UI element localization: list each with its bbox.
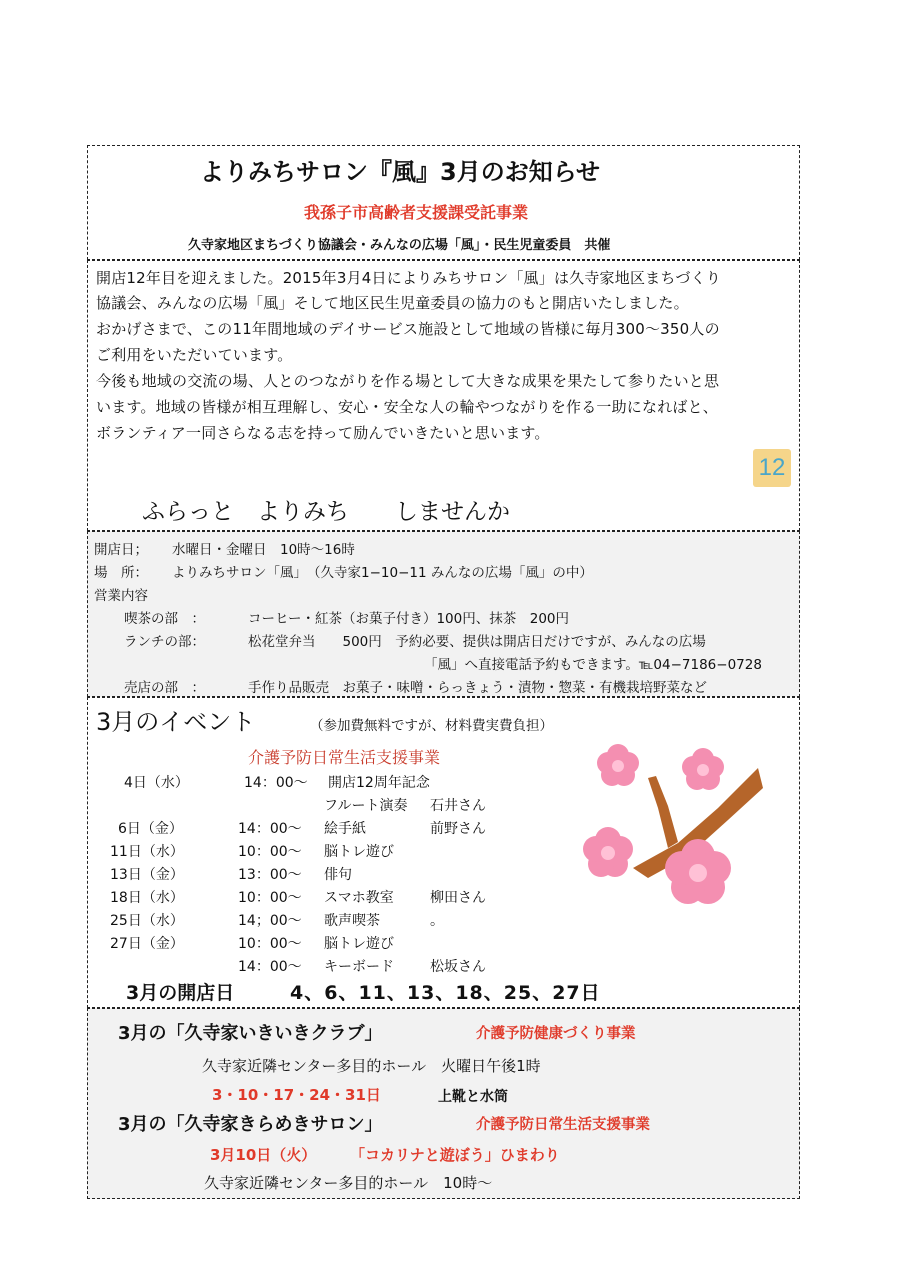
- ikiiki-title: 3月の「久寺家いきいきクラブ」: [118, 1023, 383, 1044]
- event-time: 14：00～: [238, 959, 302, 975]
- branch-twig: [648, 776, 678, 848]
- business-label: 営業内容: [94, 588, 148, 604]
- shop: 手作り品販売 お菓子・味噌・らっきょう・漬物・惣菜・有機栽培野菜など: [248, 680, 707, 696]
- kirameki-title: 3月の「久寺家きらめきサロン」: [118, 1114, 383, 1135]
- subtitle: 我孫子市高齢者支援課受託事業: [304, 203, 529, 222]
- lunch-phone: 「風」へ直接電話予約もできます。℡04−7186−0728: [424, 657, 762, 673]
- kirameki-place: 久寺家近隣センター多目的ホール 10時～: [204, 1174, 493, 1192]
- event-name: 俳句: [324, 867, 352, 883]
- event-person: 柳田さん: [430, 890, 486, 906]
- open-days: 水曜日・金曜日 10時～16時: [172, 542, 355, 558]
- event-name: 脳トレ遊び: [324, 936, 394, 952]
- cafe-label: 喫茶の部 ：: [124, 611, 205, 627]
- event-name: 絵手紙: [324, 821, 366, 837]
- shop-label: 売店の部 ：: [124, 680, 205, 696]
- cafe: コーヒー・紅茶（お菓子付き）100円、抹茶 200円: [248, 611, 569, 627]
- ikiiki-dates: 3・10・17・24・31日: [212, 1086, 381, 1104]
- event-time: 10：00～: [238, 890, 302, 906]
- badge-number: 12: [758, 454, 786, 481]
- intro-line: います。地域の皆様が相互理解し、安心・安全な人の輪やつながりを作る一助になればと、: [96, 398, 719, 416]
- lunch: 松花堂弁当 500円 予約必要、提供は開店日だけですが、みんなの広場: [248, 634, 706, 650]
- event-date: 4日（水）: [124, 775, 189, 791]
- blossom: [583, 827, 633, 877]
- intro-line: 協議会、みんなの広場「風」そして地区民生児童委員の協力のもと開店いたしました。: [96, 294, 689, 312]
- intro-line: おかげさまで、この11年間地域のデイサービス施設として地域の皆様に毎月300～350人の: [96, 320, 720, 338]
- ikiiki-program: 介護予防健康づくり事業: [476, 1026, 636, 1042]
- event-date: 13日（金）: [110, 867, 184, 883]
- intro-line: ボランティア一同さらなる志を持って励んでいきたいと思います。: [96, 424, 550, 442]
- event-name: フルート演奏: [324, 798, 408, 814]
- events-note: （参加費無料ですが、材料費実費負担）: [310, 718, 553, 734]
- number-badge: [753, 449, 791, 487]
- blossom: [597, 744, 639, 786]
- event-name: 開店12周年記念: [328, 775, 430, 791]
- event-time: 10：00～: [238, 936, 302, 952]
- blossom: [682, 748, 724, 790]
- lunch-label: ランチの部：: [124, 634, 205, 650]
- event-person: 前野さん: [430, 821, 486, 837]
- event-time: 13：00～: [238, 867, 302, 883]
- place: よりみちサロン「風」 （久寺家1−10−11 みんなの広場「風」の中）: [172, 565, 593, 581]
- ikiiki-extra: 上靴と水筒: [438, 1089, 508, 1105]
- info-section: [87, 531, 800, 697]
- intro-section: [87, 260, 800, 531]
- event-person: 松坂さん: [430, 959, 486, 975]
- event-date: 27日（金）: [110, 936, 184, 952]
- sponsors: 久寺家地区まちづくり協議会・みんなの広場「風」・民生児童委員 共催: [188, 238, 611, 253]
- open-days-label: 3月の開店日: [126, 982, 235, 1004]
- event-name: 脳トレ遊び: [324, 844, 394, 860]
- event-name: キーボード: [324, 959, 394, 975]
- header-section: [87, 145, 800, 260]
- intro-line: 今後も地域の交流の場、人とのつながりを作る場として大きな成果を果たして参りたいと思: [96, 372, 720, 390]
- page-title: よりみちサロン『風』3月のお知らせ: [200, 158, 600, 186]
- event-date: 6日（金）: [118, 821, 183, 837]
- intro-line: 開店12年目を迎えました。2015年3月4日によりみちサロン「風」は久寺家地区まちづくり: [96, 269, 722, 287]
- clubs-section: [87, 1008, 800, 1199]
- kirameki-program: 介護予防日常生活支援事業: [476, 1117, 650, 1133]
- event-name: 歌声喫茶: [324, 913, 380, 929]
- event-date: 11日（水）: [110, 844, 184, 860]
- event-time: 10：00～: [238, 844, 302, 860]
- event-date: 25日（水）: [110, 913, 184, 929]
- place-label: 場 所：: [94, 565, 148, 581]
- open-days-list: 4、6、11、13、18、25、27日: [290, 982, 601, 1004]
- event-person: 。: [430, 913, 444, 929]
- ikiiki-place: 久寺家近隣センター多目的ホール 火曜日午後1時: [202, 1057, 541, 1075]
- events-program: 介護予防日常生活支援事業: [248, 748, 441, 767]
- plum-blossom-illustration: [578, 738, 768, 918]
- event-person: 石井さん: [430, 798, 486, 814]
- events-section: [87, 697, 800, 1008]
- open-days-label: 開店日；: [94, 542, 148, 558]
- kirameki-event: 「コカリナと遊ぼう」ひまわり: [350, 1146, 560, 1164]
- event-time: 14：00～: [238, 821, 302, 837]
- event-date: 18日（水）: [110, 890, 184, 906]
- events-title: 3月のイベント: [96, 708, 256, 736]
- event-time: 14；00～: [238, 913, 302, 929]
- intro-line: ご利用をいただいています。: [96, 346, 293, 364]
- kirameki-date: 3月10日（火）: [210, 1146, 317, 1164]
- event-name: スマホ教室: [324, 890, 394, 906]
- slogan: ふらっと よりみち しませんか: [142, 499, 510, 525]
- event-time: 14：00～: [244, 775, 308, 791]
